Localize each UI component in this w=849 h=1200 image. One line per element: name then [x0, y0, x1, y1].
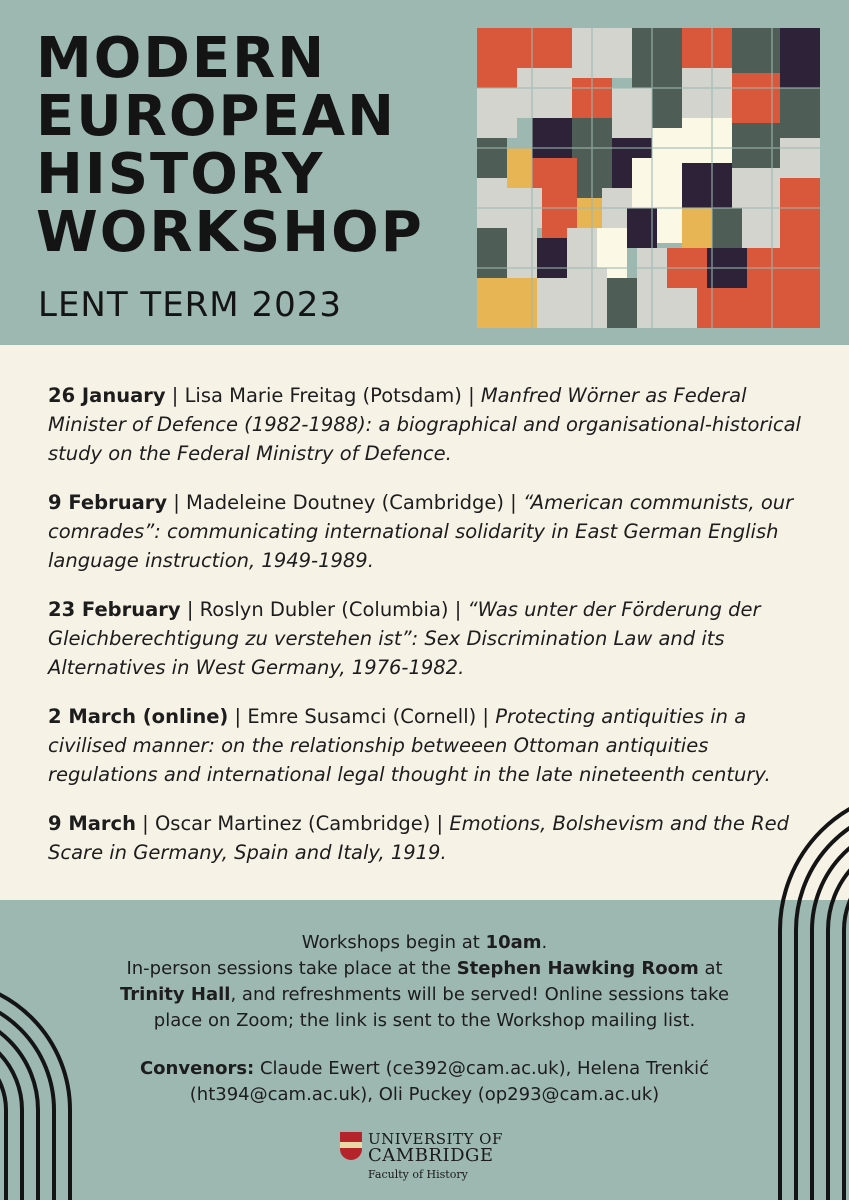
event-speaker: Oscar Martinez (Cambridge) [154, 812, 431, 835]
separator: | [430, 812, 450, 835]
separator: | [461, 384, 481, 407]
event-date: 9 March [48, 812, 136, 835]
info-text: . [541, 932, 548, 953]
event-date: 2 March (online) [48, 705, 229, 728]
europe-map-illustration [477, 28, 820, 328]
workshop-details [100, 930, 749, 1034]
event-talk-title: Emotions, Bolshevism and the Red Scare in Germany, Spain and Italy, 1919. [48, 812, 790, 864]
event-item [48, 488, 809, 575]
event-date: 23 February [48, 598, 181, 621]
poster-title [36, 26, 456, 265]
convenors-list: Claude Ewert (ce392@cam.ac.uk), Helena Trenkić (ht394@cam.ac.uk), Oli Puckey (op293@cam.ac.uk) [189, 1058, 710, 1105]
convenors [120, 1056, 729, 1108]
title-line-4: WORKSHOP [36, 200, 424, 265]
separator: | [503, 491, 523, 514]
separator: | [135, 812, 155, 835]
info-text: Workshops begin at [301, 932, 486, 953]
title-line-2: EUROPEAN [36, 84, 396, 149]
separator: | [476, 705, 496, 728]
event-date: 26 January [48, 384, 166, 407]
info-text: In-person sessions take place at the [126, 958, 457, 979]
start-time: 10am [485, 932, 542, 953]
crest-icon [340, 1132, 362, 1160]
university-logo [340, 1130, 520, 1186]
event-item [48, 381, 809, 468]
venue-college: Trinity Hall [119, 984, 231, 1005]
separator: | [448, 598, 468, 621]
logo-line-1: UNIVERSITY OF [368, 1130, 503, 1148]
convenors-label: Convenors: [139, 1058, 255, 1079]
title-line-3: HISTORY [36, 142, 325, 207]
separator: | [180, 598, 200, 621]
separator: | [228, 705, 248, 728]
venue-room: Stephen Hawking Room [456, 958, 699, 979]
event-talk-title: “Was unter der Förderung der Gleichberechtigung zu verstehen ist”: Sex Discrimination Law and its Alternatives in West Germany, 1976-1982. [48, 598, 761, 679]
event-talk-title: Protecting antiquities in a civilised manner: on the relationship betweeen Ottoman antiquities regulations and international legal thought in the late nineteenth century. [48, 705, 771, 786]
separator: | [165, 384, 185, 407]
info-text: , and refreshments will be served! Online sessions take place on Zoom; the link is sent to the Workshop mailing list. [153, 984, 730, 1031]
logo-line-2: CAMBRIDGE [368, 1145, 494, 1166]
event-item [48, 595, 809, 682]
event-speaker: Roslyn Dubler (Columbia) [199, 598, 449, 621]
header-band [0, 0, 849, 345]
event-item [48, 702, 809, 789]
event-speaker: Madeleine Doutney (Cambridge) [186, 491, 504, 514]
event-talk-title: Manfred Wörner as Federal Minister of Defence (1982-1988): a biographical and organisational-historical study on the Federal Ministry of Defence. [48, 384, 801, 465]
event-speaker: Lisa Marie Freitag (Potsdam) [184, 384, 462, 407]
event-talk-title: “American communists, our comrades”: communicating international solidarity in East German English language instruction, 1949-1989. [48, 491, 794, 572]
info-text: at [698, 958, 723, 979]
separator: | [167, 491, 187, 514]
schedule-panel [0, 345, 849, 900]
event-date: 9 February [48, 491, 168, 514]
map-tiles [477, 28, 820, 328]
term-subtitle: LENT TERM 2023 [38, 285, 342, 325]
logo-line-3: Faculty of History [368, 1168, 468, 1181]
event-item [48, 809, 809, 867]
title-line-1: MODERN [36, 26, 327, 91]
event-speaker: Emre Susamci (Cornell) [247, 705, 477, 728]
map-svg [477, 28, 820, 328]
